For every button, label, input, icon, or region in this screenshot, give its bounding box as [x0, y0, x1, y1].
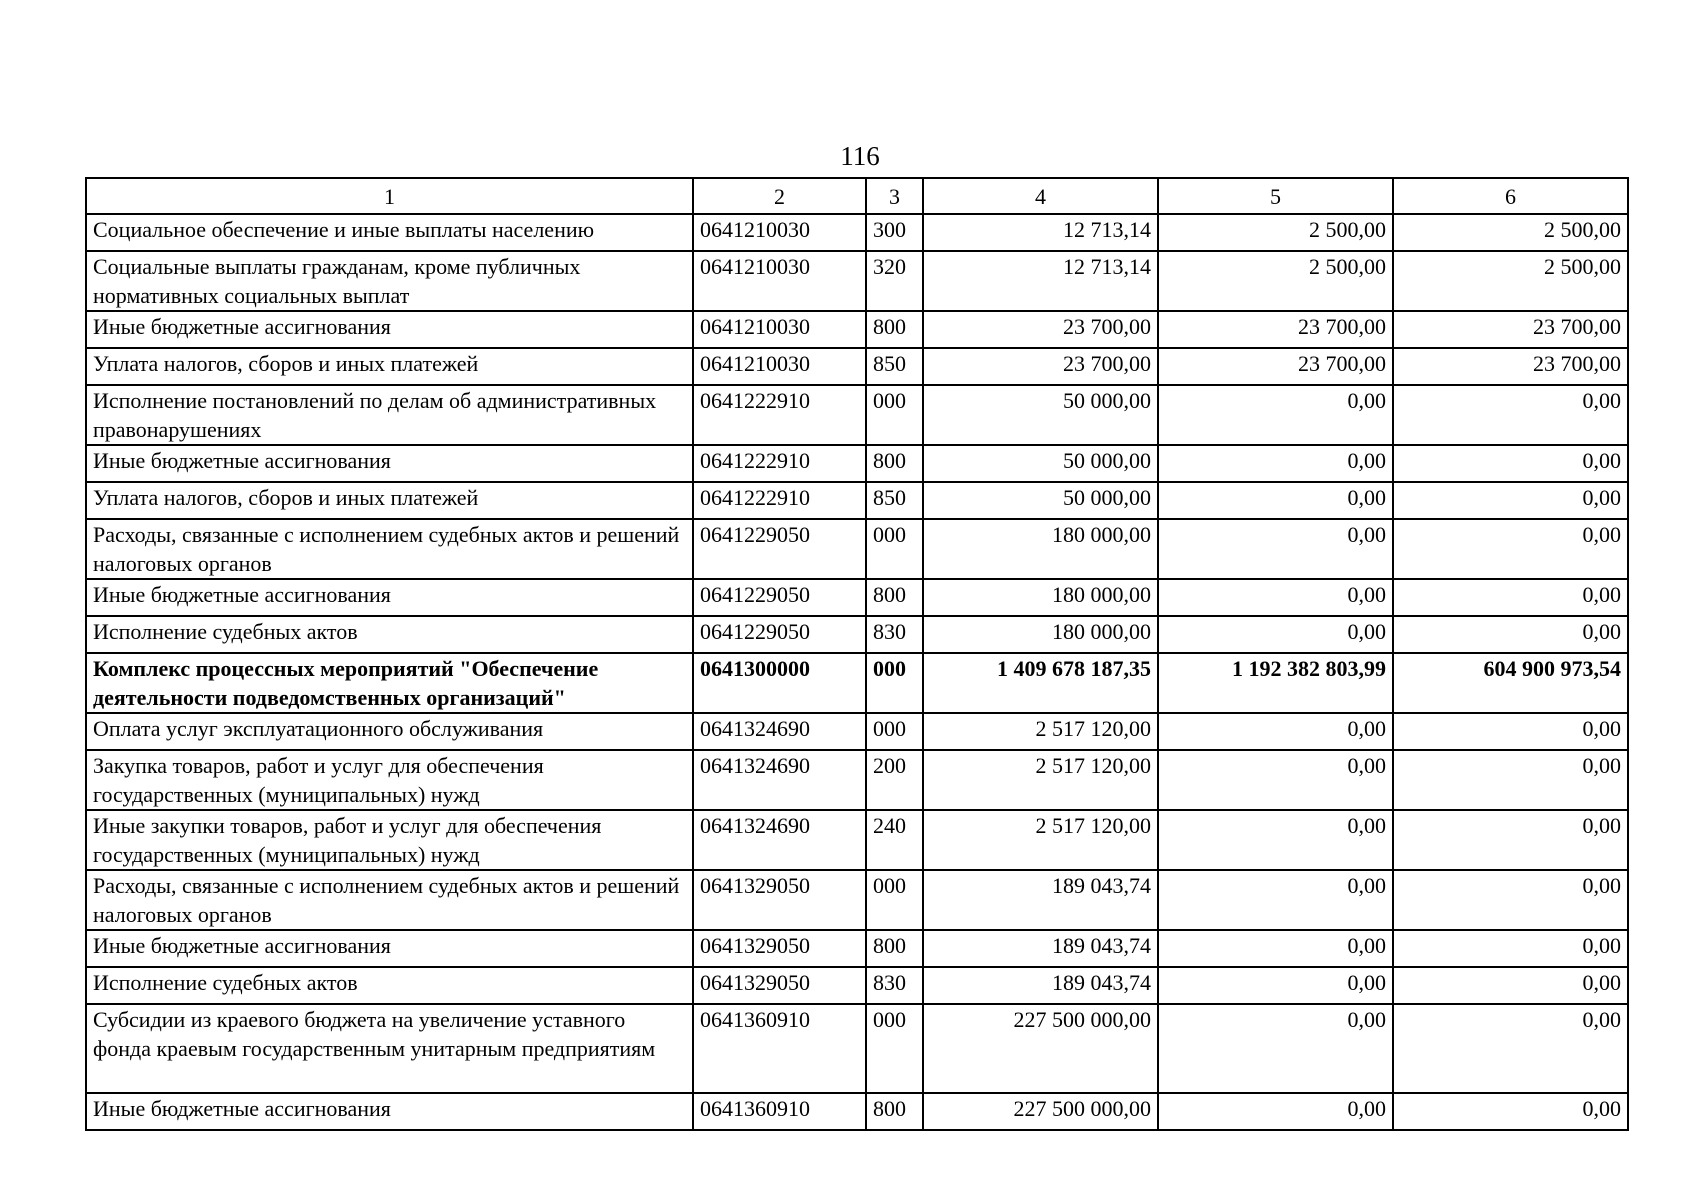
row-kind: 830: [866, 967, 923, 1004]
row-value-6: 0,00: [1393, 1004, 1628, 1093]
row-kind: 000: [866, 1004, 923, 1093]
row-value-5: 2 500,00: [1158, 214, 1393, 251]
table-row: [86, 930, 1628, 967]
row-kind: 000: [866, 519, 923, 579]
row-name: Субсидии из краевого бюджета на увеличение уставного фонда краевым государственным унитарным предприятиям: [86, 1004, 693, 1093]
row-value-5: 23 700,00: [1158, 348, 1393, 385]
row-code: 0641210030: [693, 311, 866, 348]
row-code: 0641300000: [693, 653, 866, 713]
row-code: 0641360910: [693, 1004, 866, 1093]
row-code: 0641222910: [693, 385, 866, 445]
row-value-6: 0,00: [1393, 385, 1628, 445]
row-value-5: 0,00: [1158, 616, 1393, 653]
row-name: Иные закупки товаров, работ и услуг для обеспечения государственных (муниципальных) нужд: [86, 810, 693, 870]
row-value-6: 0,00: [1393, 445, 1628, 482]
row-value-6: 0,00: [1393, 1093, 1628, 1130]
row-name: Расходы, связанные с исполнением судебных актов и решений налоговых органов: [86, 870, 693, 930]
row-code: 0641210030: [693, 214, 866, 251]
row-value-5: 0,00: [1158, 385, 1393, 445]
page-number: 116: [840, 141, 880, 171]
row-code: 0641324690: [693, 810, 866, 870]
row-code: 0641329050: [693, 930, 866, 967]
row-value-4: 189 043,74: [923, 930, 1158, 967]
row-kind: 800: [866, 579, 923, 616]
column-header-3: 3: [866, 178, 923, 214]
row-value-4: 23 700,00: [923, 348, 1158, 385]
header-row: [86, 178, 1628, 214]
row-name: Социальные выплаты гражданам, кроме публичных нормативных социальных выплат: [86, 251, 693, 311]
row-value-6: 2 500,00: [1393, 214, 1628, 251]
row-name: Комплекс процессных мероприятий "Обеспечение деятельности подведомственных организаций": [86, 653, 693, 713]
row-value-4: 50 000,00: [923, 445, 1158, 482]
row-value-5: 2 500,00: [1158, 251, 1393, 311]
table-row: [86, 311, 1628, 348]
table-row: [86, 348, 1628, 385]
table-row: [86, 1004, 1628, 1093]
row-value-5: 0,00: [1158, 1093, 1393, 1130]
row-value-5: 0,00: [1158, 750, 1393, 810]
row-value-4: 12 713,14: [923, 214, 1158, 251]
row-kind: 000: [866, 653, 923, 713]
row-code: 0641360910: [693, 1093, 866, 1130]
row-kind: 800: [866, 1093, 923, 1130]
table-row: [86, 445, 1628, 482]
table-row: [86, 616, 1628, 653]
row-value-4: 2 517 120,00: [923, 713, 1158, 750]
table-row: [86, 967, 1628, 1004]
row-value-6: 23 700,00: [1393, 348, 1628, 385]
row-value-4: 180 000,00: [923, 519, 1158, 579]
row-name: Иные бюджетные ассигнования: [86, 445, 693, 482]
row-code: 0641222910: [693, 482, 866, 519]
row-value-5: 0,00: [1158, 967, 1393, 1004]
row-name: Иные бюджетные ассигнования: [86, 930, 693, 967]
row-code: 0641229050: [693, 579, 866, 616]
row-kind: 850: [866, 348, 923, 385]
row-kind: 000: [866, 385, 923, 445]
table-row: [86, 251, 1628, 311]
row-name: Уплата налогов, сборов и иных платежей: [86, 348, 693, 385]
row-name: Иные бюджетные ассигнования: [86, 1093, 693, 1130]
row-code: 0641210030: [693, 348, 866, 385]
row-name: Расходы, связанные с исполнением судебных актов и решений налоговых органов: [86, 519, 693, 579]
table-row: [86, 750, 1628, 810]
row-kind: 000: [866, 870, 923, 930]
table-row: [86, 1093, 1628, 1130]
row-name: Оплата услуг эксплуатационного обслуживания: [86, 713, 693, 750]
row-name: Иные бюджетные ассигнования: [86, 311, 693, 348]
table-row: [86, 385, 1628, 445]
row-name: Исполнение судебных актов: [86, 967, 693, 1004]
table-row-section-total: [86, 653, 1628, 713]
row-code: 0641329050: [693, 870, 866, 930]
row-kind: 800: [866, 930, 923, 967]
row-name: Исполнение постановлений по делам об административных правонарушениях: [86, 385, 693, 445]
column-header-5: 5: [1158, 178, 1393, 214]
row-value-5: 23 700,00: [1158, 311, 1393, 348]
row-value-6: 0,00: [1393, 870, 1628, 930]
row-value-6: 604 900 973,54: [1393, 653, 1628, 713]
row-value-4: 50 000,00: [923, 482, 1158, 519]
row-value-6: 0,00: [1393, 750, 1628, 810]
row-kind: 320: [866, 251, 923, 311]
row-kind: 800: [866, 445, 923, 482]
row-code: 0641324690: [693, 750, 866, 810]
row-code: 0641329050: [693, 967, 866, 1004]
row-value-5: 0,00: [1158, 930, 1393, 967]
row-name: Социальное обеспечение и иные выплаты населению: [86, 214, 693, 251]
row-value-6: 0,00: [1393, 482, 1628, 519]
row-value-4: 2 517 120,00: [923, 750, 1158, 810]
row-value-5: 0,00: [1158, 1004, 1393, 1093]
row-value-4: 189 043,74: [923, 967, 1158, 1004]
budget-table: [85, 177, 1629, 1131]
table-row: [86, 810, 1628, 870]
row-value-5: 1 192 382 803,99: [1158, 653, 1393, 713]
row-value-5: 0,00: [1158, 810, 1393, 870]
row-code: 0641222910: [693, 445, 866, 482]
row-kind: 800: [866, 311, 923, 348]
row-value-4: 227 500 000,00: [923, 1093, 1158, 1130]
row-value-4: 180 000,00: [923, 579, 1158, 616]
row-value-4: 180 000,00: [923, 616, 1158, 653]
row-value-6: 2 500,00: [1393, 251, 1628, 311]
row-value-4: 227 500 000,00: [923, 1004, 1158, 1093]
column-header-4: 4: [923, 178, 1158, 214]
row-code: 0641210030: [693, 251, 866, 311]
row-kind: 200: [866, 750, 923, 810]
column-header-2: 2: [693, 178, 866, 214]
row-value-5: 0,00: [1158, 445, 1393, 482]
row-kind: 850: [866, 482, 923, 519]
row-value-5: 0,00: [1158, 713, 1393, 750]
row-value-5: 0,00: [1158, 579, 1393, 616]
table-row: [86, 579, 1628, 616]
table-row: [86, 870, 1628, 930]
row-value-5: 0,00: [1158, 482, 1393, 519]
row-kind: 000: [866, 713, 923, 750]
row-value-4: 189 043,74: [923, 870, 1158, 930]
row-value-5: 0,00: [1158, 870, 1393, 930]
row-value-6: 0,00: [1393, 930, 1628, 967]
row-value-4: 12 713,14: [923, 251, 1158, 311]
row-value-6: 0,00: [1393, 713, 1628, 750]
row-name: Закупка товаров, работ и услуг для обеспечения государственных (муниципальных) нужд: [86, 750, 693, 810]
row-kind: 240: [866, 810, 923, 870]
row-value-6: 0,00: [1393, 579, 1628, 616]
row-value-4: 50 000,00: [923, 385, 1158, 445]
row-value-6: 0,00: [1393, 967, 1628, 1004]
row-kind: 300: [866, 214, 923, 251]
column-header-1: 1: [86, 178, 693, 214]
row-value-6: 0,00: [1393, 519, 1628, 579]
row-value-5: 0,00: [1158, 519, 1393, 579]
row-name: Иные бюджетные ассигнования: [86, 579, 693, 616]
row-value-4: 1 409 678 187,35: [923, 653, 1158, 713]
table-row: [86, 713, 1628, 750]
row-name: Исполнение судебных актов: [86, 616, 693, 653]
row-name: Уплата налогов, сборов и иных платежей: [86, 482, 693, 519]
row-code: 0641324690: [693, 713, 866, 750]
table-row: [86, 519, 1628, 579]
row-value-4: 2 517 120,00: [923, 810, 1158, 870]
row-code: 0641229050: [693, 616, 866, 653]
row-value-4: 23 700,00: [923, 311, 1158, 348]
table-row: [86, 214, 1628, 251]
row-kind: 830: [866, 616, 923, 653]
row-code: 0641229050: [693, 519, 866, 579]
row-value-6: 23 700,00: [1393, 311, 1628, 348]
row-value-6: 0,00: [1393, 810, 1628, 870]
column-header-6: 6: [1393, 178, 1628, 214]
table-row: [86, 482, 1628, 519]
row-value-6: 0,00: [1393, 616, 1628, 653]
